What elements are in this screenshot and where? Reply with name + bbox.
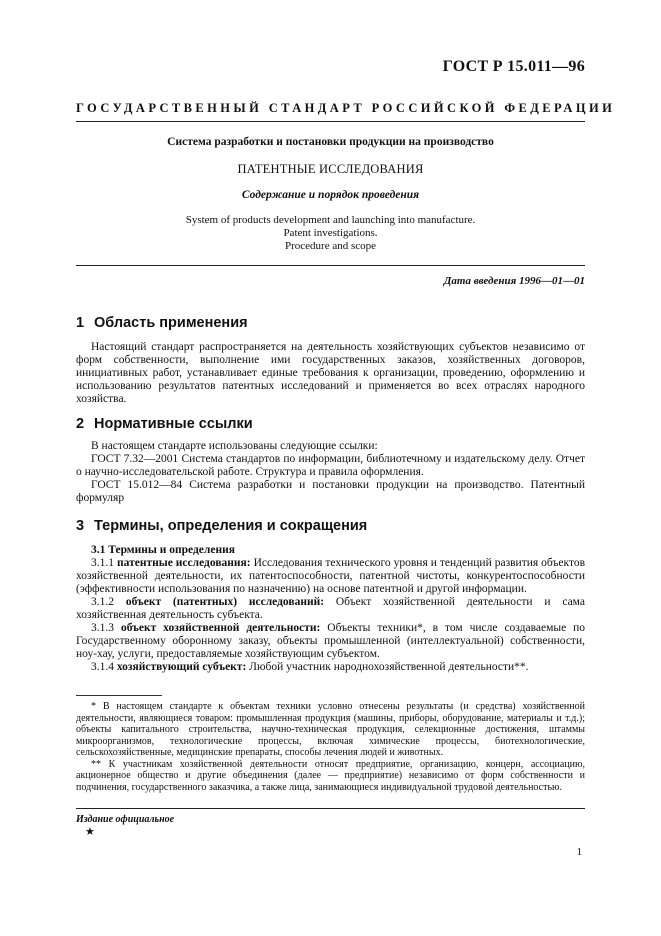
system-title: Система разработки и постановки продукции на производство	[167, 136, 494, 148]
term-3-1-1-number: 3.1.1	[91, 557, 114, 569]
subsection-3-1-heading: 3.1 Термины и определения	[91, 544, 235, 556]
reference-gost-15-012: ГОСТ 15.012—84 Система разработки и постановки продукции на производство. Патентный формуляр	[76, 479, 585, 504]
title-rule	[76, 265, 585, 266]
english-title-line-3: Procedure and scope	[284, 240, 377, 252]
term-3-1-4-number: 3.1.4	[91, 661, 114, 673]
section-1-paragraph: Настоящий стандарт распространяется на деятельность хозяйствующих субъектов независимо от форм собственности, выполнение ими государственных заказов, хозяйственных договоров, инициативных работ, устанавливает единые требования к организации, проведению, оформлению и использованию результатов патентных исследований и применяется во всех отраслях народного хозяйства.	[76, 341, 585, 405]
footnote-separator	[76, 695, 162, 696]
section-3-title: Термины, определения и сокращения	[94, 518, 368, 534]
term-3-1-2-definition: Объект хозяйственной деятельности и сама хозяйственная деятельность субъекта.	[76, 596, 585, 621]
term-3-1-3	[76, 622, 585, 661]
state-standard-heading: ГОСУДАРСТВЕННЫЙ СТАНДАРТ РОССИЙСКОЙ ФЕДЕРАЦИИ	[76, 101, 616, 115]
section-2-heading	[76, 416, 253, 432]
term-3-1-4-definition: Любой участник народнохозяйственной деятельности**.	[249, 661, 529, 673]
section-3-heading	[76, 518, 367, 534]
english-title-line-1: System of products development and launching into manufacture.	[185, 214, 476, 226]
section-3-number: 3	[76, 518, 85, 534]
effective-date: Дата введения 1996—01—01	[443, 275, 585, 287]
section-1-heading	[76, 315, 248, 331]
term-3-1-2-name: объект (патентных) исследований:	[125, 596, 325, 608]
footnote-2: ** К участникам хозяйственной деятельности относят предприятие, организацию, концерн, ассоциацию, акционерное общество и другие объединения (далее — предприятие) независимо от форм собственности и подчинения, государственного заказчика, а также лица, занимающиеся индивидуальной трудовой деятельностью.	[76, 758, 585, 793]
section-2-number: 2	[76, 416, 85, 432]
term-3-1-1	[76, 557, 585, 596]
term-3-1-1-name: патентные исследования:	[117, 557, 251, 569]
term-3-1-2	[76, 596, 585, 622]
term-3-1-3-number: 3.1.3	[91, 622, 114, 634]
page-number: 1	[576, 846, 582, 858]
term-3-1-3-definition: Объекты техники*, в том числе создаваемые по Государственному оборонному заказу, объекты промышленной (интеллектуальной) собственности, ноу-хау, услуги, предоставляемые хозяйствующим субъектом.	[76, 622, 586, 660]
term-3-1-1-definition: Исследования технического уровня и тенденций развития объектов хозяйственной деятельности, их патентоспособности, патентной чистоты, конкурентоспособности (эффективности использования по назначению) на основе патентной и другой информации.	[76, 557, 586, 595]
term-3-1-4-name: хозяйствующий субъект:	[116, 661, 247, 673]
document-title: ПАТЕНТНЫЕ ИССЛЕДОВАНИЯ	[237, 162, 424, 176]
section-2-title: Нормативные ссылки	[94, 416, 253, 432]
section-2-body	[76, 440, 585, 505]
footnote-1: * В настоящем стандарте к объектам техники условно отнесены результаты (и средства) хозяйственной деятельности, являющиеся товаром: промышленная продукция (машины, приборы, оборудование, материалы и т.д.); объекты капитального строительства, научно-техническая продукция, селекционные достижения, штаммы микроорганизмов, технологические процессы, включая химические процессы, биотехнологические, сельскохозяйственные, медицинские препараты, способы лечения людей и животных.	[76, 701, 585, 758]
section-3-body	[76, 544, 585, 674]
term-3-1-4	[76, 661, 585, 674]
official-edition-label: Издание официальное	[76, 814, 175, 825]
gost-number: ГОСТ Р 15.011—96	[442, 58, 585, 75]
references-intro: В настоящем стандарте использованы следующие ссылки:	[91, 440, 378, 452]
document-subtitle: Содержание и порядок проведения	[241, 189, 420, 201]
section-1-number: 1	[76, 315, 85, 331]
term-3-1-3-name: объект хозяйственной деятельности:	[120, 622, 321, 634]
bottom-rule	[76, 808, 585, 809]
section-1-body	[76, 341, 585, 406]
star-icon: ★	[85, 826, 95, 838]
top-rule	[76, 121, 585, 122]
footnotes	[76, 701, 585, 793]
english-title-line-2: Patent investigations.	[283, 227, 378, 239]
term-3-1-2-number: 3.1.2	[91, 596, 114, 608]
section-1-title: Область применения	[94, 315, 248, 331]
english-title	[76, 214, 585, 253]
reference-gost-7-32: ГОСТ 7.32—2001 Система стандартов по информации, библиотечному и издательскому делу. Отчет о научно-исследовательской работе. Структура и правила оформления.	[76, 453, 585, 478]
